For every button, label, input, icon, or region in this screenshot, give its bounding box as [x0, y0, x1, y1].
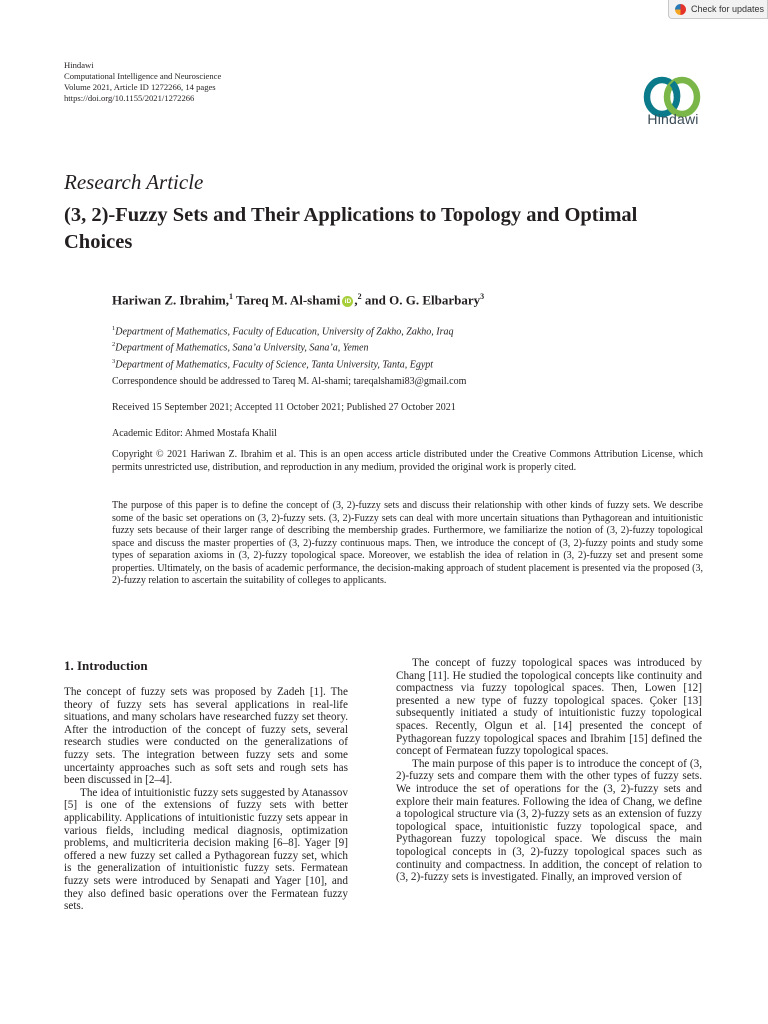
affiliation-number: 2 — [112, 341, 116, 349]
affiliation-text: Department of Mathematics, Sana’a University, Sana’a, Yemen — [115, 342, 369, 354]
journal-header — [64, 60, 221, 104]
affiliation-item — [112, 322, 454, 338]
affiliation-marker: 2 — [357, 292, 362, 301]
paragraph: The main purpose of this paper is to introduce the concept of (3, 2)-fuzzy sets and compare them with the other types of fuzzy sets. We introduce the set of operations for the (3, 2)-fuzzy sets and explore their main features. Following the idea of Chang, we define a topological structure via (3, 2)-fuzzy sets as an extension of fuzzy topological space, intuitionistic fuzzy topological space, and Pythagorean fuzzy topological space. We discuss the main topological concepts in (3, 2)-fuzzy topological spaces such as continuity and compactness. In addition, the concept of relation to (3, 2)-fuzzy sets is investigated. Finally, an improved version of — [396, 757, 702, 884]
academic-editor: Academic Editor: Ahmed Mostafa Khalil — [112, 428, 277, 439]
author-name: Hariwan Z. Ibrahim, — [112, 292, 230, 308]
volume-info: Volume 2021, Article ID 1272266, 14 pages — [64, 82, 216, 92]
affiliation-item — [112, 355, 454, 371]
affiliation-number: 1 — [112, 325, 116, 332]
paragraph: The concept of fuzzy sets was proposed by Zadeh [1]. The theory of fuzzy sets has several applications in real-life situations, and many scholars have researched fuzzy set theory. After the introduction of the concept of fuzzy sets, several research studies were conducted on the generalizations of fuzzy sets. The integration between fuzzy sets and some uncertainty approaches such as soft sets and rough sets has been discussed in [2–4]. — [64, 686, 348, 787]
affiliation-marker: 3 — [480, 292, 485, 301]
article-type: Research Article — [64, 170, 204, 194]
affiliation-text: Department of Mathematics, Faculty of Science, Tanta University, Tanta, Egypt — [115, 358, 434, 370]
body-column-right — [396, 657, 702, 884]
journal-name: Computational Intelligence and Neuroscience — [64, 71, 222, 81]
hindawi-wordmark: Hindawi — [647, 111, 699, 127]
copyright-notice: Copyright © 2021 Hariwan Z. Ibrahim et al. This is an open access article distributed under the Creative Commons Attribution License, which permits unrestricted use, distribution, and reproduction in any medium, provided the original work is properly cited. — [112, 449, 703, 473]
author-name: and O. G. Elbarbary — [361, 292, 481, 308]
doi-link[interactable]: https://doi.org/10.1155/2021/1272266 — [64, 93, 195, 103]
publisher-name: Hindawi — [64, 60, 94, 70]
author-name: Tareq M. Al-shami — [236, 292, 341, 308]
check-for-updates-label: Check for updates — [691, 4, 765, 14]
abstract: The purpose of this paper is to define the concept of (3, 2)-fuzzy sets and discuss their relationship with other kinds of fuzzy sets. We describe some of the basic set operations on (3, 2)-fuzzy sets. (3, 2)-Fuzzy sets can deal with more uncertain situations than Pythagorean and intuitionistic fuzzy sets because of their larger range of describing the membership grades. Furthermore, we familiarize the notion of (3, 2)-fuzzy topological space and discuss the master properties of (3, 2)-fuzzy continuous maps. Then, we introduce the concept of (3, 2)-fuzzy points and study some types of separation axioms in (3, 2)-fuzzy topological space. Moreover, we establish the idea of relation in (3, 2)-fuzzy set and present some properties. Ultimately, on the basis of academic performance, the decision-making approach of student placement is presented via the proposed (3, 2)-fuzzy relation to ascertain the suitability of colleges to applicants. — [112, 500, 703, 586]
affiliation-item — [112, 338, 454, 354]
section-heading-introduction: 1. Introduction — [64, 658, 148, 673]
affiliation-number: 3 — [112, 357, 116, 365]
paragraph: The idea of intuitionistic fuzzy sets suggested by Atanassov [5] is one of the extensions of fuzzy sets with better applicability. Applications of intuitionistic fuzzy sets appear in various fields, including medical diagnosis, optimization problems, and multicriteria decision making [6–8]. Yager [9] offered a new fuzzy set called a Pythagorean fuzzy set, which is the generalization of intuitionistic fuzzy sets. Fermatean fuzzy sets were introduced by Senapati and Yager [10], and they also defined basic operations over the Fermatean fuzzy sets. — [64, 786, 348, 913]
affiliations — [112, 322, 454, 371]
correspondence-line: Correspondence should be addressed to Tareq M. Al-shami; tareqalshami83@gmail.com — [112, 376, 467, 387]
crossmark-icon — [675, 4, 686, 15]
affiliation-text: Department of Mathematics, Faculty of Education, University of Zakho, Zakho, Iraq — [115, 326, 454, 338]
orcid-icon[interactable]: iD — [342, 296, 353, 307]
article-title: (3, 2)-Fuzzy Sets and Their Applications to Topology and Optimal Choices — [64, 204, 638, 253]
check-for-updates-button[interactable] — [668, 0, 768, 19]
affiliation-marker: 1 — [229, 292, 234, 301]
body-column-left — [64, 686, 348, 913]
author-list: Hariwan Z. Ibrahim,$^1$ Tareq M. Al-shami iD ,$^2$ and O. G. Elbarbary$^3$ — [112, 292, 485, 308]
paragraph: The concept of fuzzy topological spaces was introduced by Chang [11]. He studied the topological concepts like continuity and compactness via fuzzy topological spaces. Then, Lowen [12] presented a new type of fuzzy topological spaces. Çoker [13] subsequently initiated a study of intuitionistic fuzzy topological spaces. Recently, Olgun et al. [14] presented the concept of Pythagorean fuzzy topological spaces and Ibrahim [15] defined the concept of Fermatean fuzzy topological spaces. — [396, 657, 702, 758]
publication-dates: Received 15 September 2021; Accepted 11 October 2021; Published 27 October 2021 — [112, 402, 456, 413]
